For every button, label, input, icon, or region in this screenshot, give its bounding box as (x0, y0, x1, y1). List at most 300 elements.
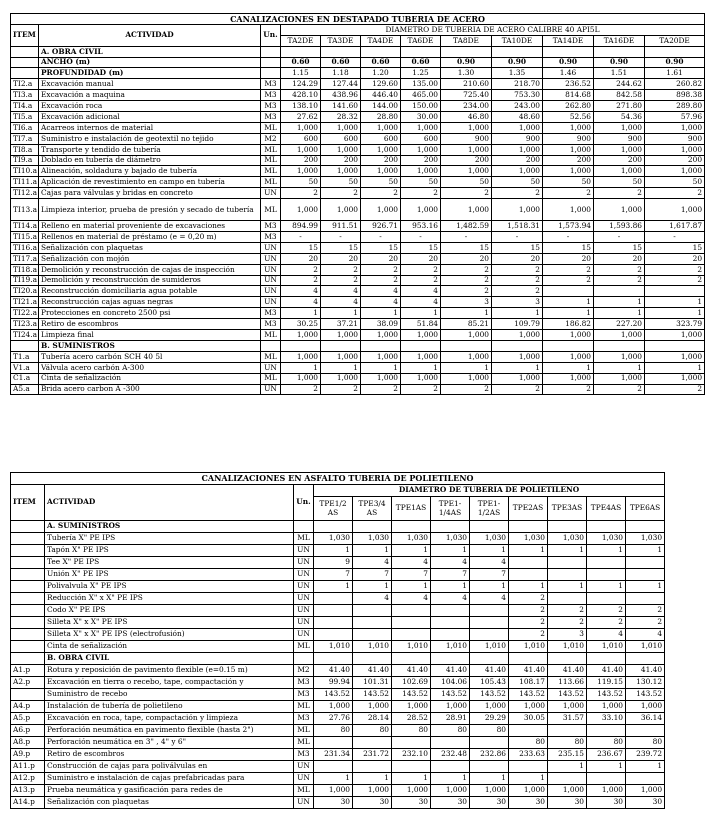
value-cell: 30 (548, 797, 587, 809)
value-cell: 1,030 (548, 533, 587, 545)
table-row (11, 773, 665, 785)
value-cell: 2 (441, 286, 492, 297)
value-cell: 2 (321, 264, 361, 275)
value-cell: 1 (509, 545, 548, 557)
value-cell (321, 46, 361, 57)
value-cell: 20 (645, 253, 705, 264)
value-cell: 2 (548, 605, 587, 617)
value-cell (470, 605, 509, 617)
activity: Reducción X" x X" PE IPS (45, 593, 294, 605)
value-cell: 80 (470, 725, 509, 737)
value-cell: 50 (281, 177, 321, 188)
activity: Limpieza final (39, 330, 261, 341)
unit: M3 (261, 112, 281, 123)
value-cell: 1,000 (543, 330, 594, 341)
item-code: TI24.a (11, 330, 39, 341)
value-cell: 1,000 (470, 701, 509, 713)
value-cell: 2 (587, 617, 626, 629)
value-cell: 4 (321, 297, 361, 308)
value-cell: 1,000 (314, 701, 353, 713)
value-cell: 2 (492, 275, 543, 286)
value-cell: 1,000 (361, 166, 401, 177)
value-cell: 1,000 (401, 199, 441, 221)
item-code: A5.a (11, 384, 39, 395)
value-cell: 1 (645, 362, 705, 373)
value-cell: 4 (361, 286, 401, 297)
value-cell: 1 (392, 773, 431, 785)
value-cell (594, 46, 645, 57)
value-cell: 33.10 (587, 713, 626, 725)
value-cell: 1.46 (543, 68, 594, 79)
value-cell: 143.52 (587, 689, 626, 701)
value-cell: 27.62 (281, 112, 321, 123)
activity: Suministro e instalación de geotextil no tejido (39, 133, 261, 144)
value-cell (361, 340, 401, 351)
value-cell: 200 (594, 155, 645, 166)
diameter-label: TA2DE (281, 35, 321, 46)
diameter-label: TPE3AS (548, 497, 587, 521)
activity: Limpieza interior, prueba de presión y secado de tubería (39, 199, 261, 221)
value-cell: 1,000 (392, 701, 431, 713)
value-cell: 3 (492, 297, 543, 308)
value-cell: 30 (470, 797, 509, 809)
activity-header: ACTIVIDAD (39, 24, 261, 46)
value-cell: 600 (281, 133, 321, 144)
value-cell: 1,573.94 (543, 221, 594, 232)
value-cell: 1 (441, 308, 492, 319)
unit-header: Un. (294, 485, 314, 521)
value-cell: 200 (321, 155, 361, 166)
unit: UN (294, 581, 314, 593)
value-cell: 900 (594, 133, 645, 144)
table-row (11, 617, 665, 629)
activity: Silleta X" x X" PE IPS (45, 617, 294, 629)
unit: UN (261, 275, 281, 286)
value-cell: 15 (401, 242, 441, 253)
value-cell: 1,000 (548, 785, 587, 797)
activity: Instalación de tubería de polietileno (45, 701, 294, 713)
value-cell: 2 (509, 605, 548, 617)
diameter-label: TPE1/2 AS (314, 497, 353, 521)
value-cell (548, 725, 587, 737)
unit: ML (294, 701, 314, 713)
item-cell (11, 521, 45, 533)
value-cell: 953.16 (401, 221, 441, 232)
item-code: A14.p (11, 797, 45, 809)
value-cell: 1,010 (392, 641, 431, 653)
value-cell: 1,000 (441, 373, 492, 384)
value-cell: 4 (361, 297, 401, 308)
value-cell: 1 (509, 581, 548, 593)
value-cell: 80 (587, 737, 626, 749)
value-cell: 1,000 (281, 166, 321, 177)
value-cell: 1,010 (314, 641, 353, 653)
value-cell: 900 (492, 133, 543, 144)
table-row (11, 79, 705, 90)
table-row (11, 199, 705, 221)
value-cell: 1,000 (281, 144, 321, 155)
value-cell (548, 569, 587, 581)
unit-cell (294, 653, 314, 665)
value-cell (626, 653, 665, 665)
value-cell (431, 653, 470, 665)
value-cell: 1,010 (431, 641, 470, 653)
value-cell: 28.80 (361, 112, 401, 123)
value-cell: 28.14 (353, 713, 392, 725)
value-cell: 36.14 (626, 713, 665, 725)
item-code (11, 581, 45, 593)
activity: Excavación roca (39, 101, 261, 112)
section-row (11, 340, 705, 351)
value-cell: 1.15 (281, 68, 321, 79)
value-cell: 438.96 (321, 90, 361, 101)
unit: UN (294, 617, 314, 629)
value-cell: 20 (441, 253, 492, 264)
value-cell: 15 (543, 242, 594, 253)
value-cell (470, 737, 509, 749)
diameter-label: TA3DE (321, 35, 361, 46)
value-cell: 150.00 (401, 101, 441, 112)
diameter-label: TA8DE (441, 35, 492, 46)
item-code: TI21.a (11, 297, 39, 308)
item-code: A12.p (11, 773, 45, 785)
value-cell: 30 (314, 797, 353, 809)
item-code: TI3.a (11, 90, 39, 101)
diameter-label: TPE3/4 AS (353, 497, 392, 521)
value-cell (470, 761, 509, 773)
section-title: B. OBRA CIVIL (45, 653, 294, 665)
value-cell: 2 (645, 188, 705, 199)
value-cell: 50 (543, 177, 594, 188)
value-cell: 1.30 (441, 68, 492, 79)
value-cell: 900 (645, 133, 705, 144)
value-cell (645, 46, 705, 57)
value-cell: 15 (492, 242, 543, 253)
value-cell (543, 46, 594, 57)
unit: M3 (261, 308, 281, 319)
value-cell: 3 (441, 297, 492, 308)
activity: Protecciones en concreto 2500 psi (39, 308, 261, 319)
value-cell: 1 (543, 308, 594, 319)
value-cell: 2 (645, 264, 705, 275)
value-cell: 41.40 (314, 665, 353, 677)
value-cell: 1 (587, 545, 626, 557)
unit: M2 (294, 665, 314, 677)
value-cell: 28.32 (321, 112, 361, 123)
value-cell (492, 340, 543, 351)
unit: ML (261, 144, 281, 155)
value-cell: 2 (441, 188, 492, 199)
unit: UN (294, 545, 314, 557)
value-cell: 446.40 (361, 90, 401, 101)
value-cell (626, 569, 665, 581)
value-cell: 2 (281, 275, 321, 286)
value-cell: 0.90 (594, 57, 645, 68)
diameter-label: TA4DE (361, 35, 401, 46)
table-row (11, 232, 705, 243)
item-code: TI22.a (11, 308, 39, 319)
item-code: TI5.a (11, 112, 39, 123)
item-code: A4.p (11, 701, 45, 713)
value-cell (431, 629, 470, 641)
table-row (11, 275, 705, 286)
value-cell (587, 773, 626, 785)
unit: M3 (261, 101, 281, 112)
activity: Tee X" PE IPS (45, 557, 294, 569)
value-cell: 1.51 (594, 68, 645, 79)
unit-cell (261, 57, 281, 68)
value-cell: 7 (353, 569, 392, 581)
value-cell: 1,000 (401, 373, 441, 384)
value-cell: 31.57 (548, 713, 587, 725)
value-cell: 1 (321, 308, 361, 319)
unit: UN (261, 188, 281, 199)
value-cell: 0.90 (645, 57, 705, 68)
value-cell: - (361, 232, 401, 243)
value-cell: 80 (509, 737, 548, 749)
value-cell: 2 (594, 384, 645, 395)
item-code: A5.p (11, 713, 45, 725)
value-cell: 243.00 (492, 101, 543, 112)
diameter-label: TPE2AS (509, 497, 548, 521)
header-row (11, 24, 705, 35)
value-cell: 1 (594, 297, 645, 308)
value-cell (431, 761, 470, 773)
value-cell: - (441, 232, 492, 243)
value-cell: 1,000 (361, 351, 401, 362)
unit: ML (261, 351, 281, 362)
value-cell: 7 (314, 569, 353, 581)
section-row (11, 653, 665, 665)
value-cell: 1 (392, 545, 431, 557)
value-cell: 4 (281, 297, 321, 308)
value-cell: 1,000 (548, 701, 587, 713)
value-cell: 1.18 (321, 68, 361, 79)
value-cell: 1,000 (314, 785, 353, 797)
value-cell: 41.40 (431, 665, 470, 677)
value-cell: 1,518.31 (492, 221, 543, 232)
unit: ML (294, 533, 314, 545)
value-cell: 1 (587, 581, 626, 593)
activity: Demolición y reconstrucción de sumideros (39, 275, 261, 286)
value-cell (626, 521, 665, 533)
value-cell: 135.00 (401, 79, 441, 90)
table-row (11, 112, 705, 123)
value-cell: 244.62 (594, 79, 645, 90)
value-cell: 1 (470, 545, 509, 557)
value-cell: 1,000 (441, 330, 492, 341)
value-cell (392, 521, 431, 533)
unit: M3 (294, 713, 314, 725)
value-cell: 15 (361, 242, 401, 253)
item-code: TI13.a (11, 199, 39, 221)
item-code: A13.p (11, 785, 45, 797)
value-cell: 29.29 (470, 713, 509, 725)
value-cell: 7 (392, 569, 431, 581)
diameter-label: TA16DE (594, 35, 645, 46)
item-code (11, 533, 45, 545)
value-cell (587, 593, 626, 605)
item-code (11, 545, 45, 557)
value-cell (431, 605, 470, 617)
value-cell: 1,000 (361, 373, 401, 384)
value-cell: 30 (431, 797, 470, 809)
activity: Aplicación de revestimiento en campo en tubería (39, 177, 261, 188)
activity: Doblado en tubería de diámetro (39, 155, 261, 166)
value-cell: 0.60 (321, 57, 361, 68)
activity: Cinta de señalización (39, 373, 261, 384)
table-row (11, 665, 665, 677)
value-cell: 30.05 (509, 713, 548, 725)
value-cell: 2 (321, 275, 361, 286)
item-code: TI16.a (11, 242, 39, 253)
table-row (11, 90, 705, 101)
value-cell: 2 (594, 275, 645, 286)
value-cell: 37.21 (321, 319, 361, 330)
value-cell: 104.06 (431, 677, 470, 689)
value-cell: 200 (441, 155, 492, 166)
value-cell: 1,030 (626, 533, 665, 545)
item-code: A2.p (11, 677, 45, 689)
value-cell: 2 (441, 275, 492, 286)
activity: Válvula acero carbón A-300 (39, 362, 261, 373)
unit: M3 (261, 232, 281, 243)
value-cell (470, 521, 509, 533)
polyethylene-pipe-table (10, 472, 665, 809)
value-cell: 1 (594, 308, 645, 319)
value-cell: 20 (281, 253, 321, 264)
value-cell: 4 (281, 286, 321, 297)
value-cell (645, 340, 705, 351)
value-cell: 3 (548, 629, 587, 641)
value-cell (509, 761, 548, 773)
value-cell: 465.00 (401, 90, 441, 101)
value-cell: 2 (321, 384, 361, 395)
value-cell (353, 761, 392, 773)
unit-cell (261, 46, 281, 57)
value-cell: 1,000 (645, 330, 705, 341)
item-code: A11.p (11, 761, 45, 773)
value-cell: 1,000 (470, 785, 509, 797)
value-cell: 1,000 (543, 166, 594, 177)
value-cell: 50 (361, 177, 401, 188)
activity: Prueba neumática y gasificación para redes de (45, 785, 294, 797)
value-cell: 101.31 (353, 677, 392, 689)
depth-row (11, 68, 705, 79)
activity: Retiro de escombros (45, 749, 294, 761)
value-cell: 911.51 (321, 221, 361, 232)
unit: M3 (294, 677, 314, 689)
table-row (11, 641, 665, 653)
value-cell: 1 (492, 308, 543, 319)
value-cell: 1 (645, 308, 705, 319)
value-cell: - (645, 232, 705, 243)
value-cell: 15 (321, 242, 361, 253)
value-cell: 46.80 (441, 112, 492, 123)
value-cell: 234.00 (441, 101, 492, 112)
unit: UN (261, 253, 281, 264)
activity: Brida acero carbon A -300 (39, 384, 261, 395)
row-label: PROFUNDIDAD (m) (39, 68, 261, 79)
value-cell: 0.90 (441, 57, 492, 68)
value-cell: 1,000 (626, 701, 665, 713)
table-row (11, 384, 705, 395)
table-row (11, 701, 665, 713)
value-cell: 2 (626, 617, 665, 629)
value-cell: 1 (431, 773, 470, 785)
value-cell (594, 340, 645, 351)
value-cell: 1,000 (645, 122, 705, 133)
value-cell: 1,000 (401, 166, 441, 177)
activity: Transporte y tendido de tubería (39, 144, 261, 155)
value-cell: 1,000 (492, 144, 543, 155)
value-cell: 1 (392, 581, 431, 593)
activity: Cinta de señalización (45, 641, 294, 653)
value-cell: 1.25 (401, 68, 441, 79)
unit: ML (261, 155, 281, 166)
value-cell: 1 (431, 581, 470, 593)
section-title: A. OBRA CIVIL (39, 46, 261, 57)
value-cell: 1 (281, 308, 321, 319)
item-code: TI17.a (11, 253, 39, 264)
value-cell: 1,010 (509, 641, 548, 653)
steel-pipe-table (10, 13, 705, 395)
item-code: TI8.a (11, 144, 39, 155)
table-row (11, 242, 705, 253)
value-cell: 1,000 (321, 373, 361, 384)
value-cell: 1 (594, 362, 645, 373)
item-cell (11, 68, 39, 79)
table-row (11, 155, 705, 166)
value-cell: 27.76 (314, 713, 353, 725)
value-cell (431, 737, 470, 749)
value-cell: 200 (361, 155, 401, 166)
value-cell: 7 (431, 569, 470, 581)
value-cell: 38.09 (361, 319, 401, 330)
value-cell: 1,000 (361, 199, 401, 221)
value-cell (543, 286, 594, 297)
value-cell: 2 (594, 264, 645, 275)
value-cell (361, 46, 401, 57)
value-cell: 1,030 (431, 533, 470, 545)
value-cell (509, 569, 548, 581)
value-cell: 143.52 (470, 689, 509, 701)
activity: Suministro de recebo (45, 689, 294, 701)
item-code: TI6.a (11, 122, 39, 133)
value-cell (587, 569, 626, 581)
unit: UN (294, 593, 314, 605)
value-cell: 1 (353, 773, 392, 785)
unit: ML (261, 122, 281, 133)
value-cell: 289.80 (645, 101, 705, 112)
activity: Tubería acero carbón SCH 40 5l (39, 351, 261, 362)
value-cell: 50 (645, 177, 705, 188)
item-code (11, 617, 45, 629)
value-cell: 1 (401, 308, 441, 319)
value-cell: 50 (594, 177, 645, 188)
unit: M3 (294, 749, 314, 761)
item-code: TI9.a (11, 155, 39, 166)
value-cell: 1,000 (594, 144, 645, 155)
value-cell: 1,000 (492, 373, 543, 384)
value-cell: 1,000 (361, 122, 401, 133)
value-cell: 2 (281, 264, 321, 275)
value-cell: 80 (548, 737, 587, 749)
diameter-header: DIAMETRO DE TUBERIA DE ACERO CALIBRE 40 API5L (281, 24, 705, 35)
activity: Silleta X" x X" PE IPS (electrofusión) (45, 629, 294, 641)
table-title-row (11, 473, 665, 485)
unit-cell (294, 521, 314, 533)
